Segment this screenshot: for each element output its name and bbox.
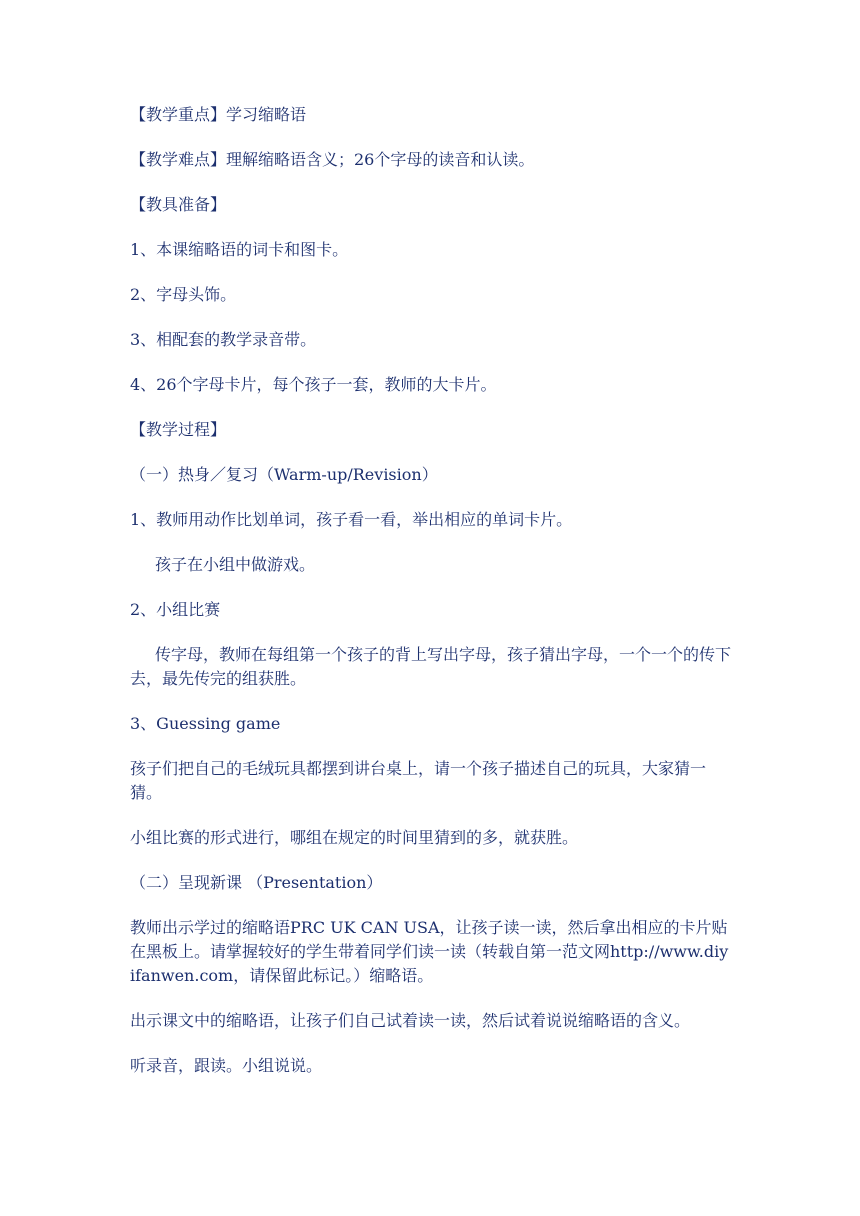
presentation-step-3: 听录音，跟读。小组说说。	[130, 1056, 323, 1075]
warmup-step-3-rule: 小组比赛的形式进行，哪组在规定的时间里猜到的多，就获胜。	[130, 828, 579, 847]
materials-item-2: 2、字母头饰。	[130, 285, 237, 304]
warmup-step-2-detail: 传字母，教师在每组第一个孩子的背上写出字母，孩子猜出字母，一个一个的传下去，最先传完的组获胜。	[130, 645, 732, 688]
key-point-paragraph: 【教学重点】学习缩略语	[130, 105, 307, 124]
warmup-step-1-note: 孩子在小组中做游戏。	[155, 555, 316, 574]
warmup-step-1: 1、教师用动作比划单词，孩子看一看，举出相应的单词卡片。	[130, 510, 573, 529]
warmup-step-3-detail: 孩子们把自己的毛绒玩具都摆到讲台桌上，请一个孩子描述自己的玩具，大家猜一猜。	[130, 759, 707, 802]
materials-item-1: 1、本课缩略语的词卡和图卡。	[130, 240, 349, 259]
warmup-step-3: 3、Guessing game	[130, 714, 281, 733]
process-heading: 【教学过程】	[130, 420, 227, 439]
warmup-heading: （一）热身／复习（Warm-up/Revision）	[130, 465, 438, 484]
warmup-step-2: 2、小组比赛	[130, 600, 221, 619]
document-body	[130, 103, 732, 1099]
presentation-heading: （二）呈现新课 （Presentation）	[130, 873, 383, 892]
presentation-step-1: 教师出示学过的缩略语PRC UK CAN USA，让孩子读一读，然后拿出相应的卡片贴在黑板上。请掌握较好的学生带着同学们读一读（转载自第一范文网http://www.diyifanwen.com，请保留此标记。）缩略语。	[130, 918, 729, 985]
materials-item-4: 4、26个字母卡片，每个孩子一套，教师的大卡片。	[130, 375, 497, 394]
difficulty-paragraph: 【教学难点】理解缩略语含义；26个字母的读音和认读。	[130, 150, 535, 169]
materials-item-3: 3、相配套的教学录音带。	[130, 330, 317, 349]
materials-heading: 【教具准备】	[130, 195, 227, 214]
presentation-step-2: 出示课文中的缩略语，让孩子们自己试着读一读，然后试着说说缩略语的含义。	[130, 1011, 691, 1030]
